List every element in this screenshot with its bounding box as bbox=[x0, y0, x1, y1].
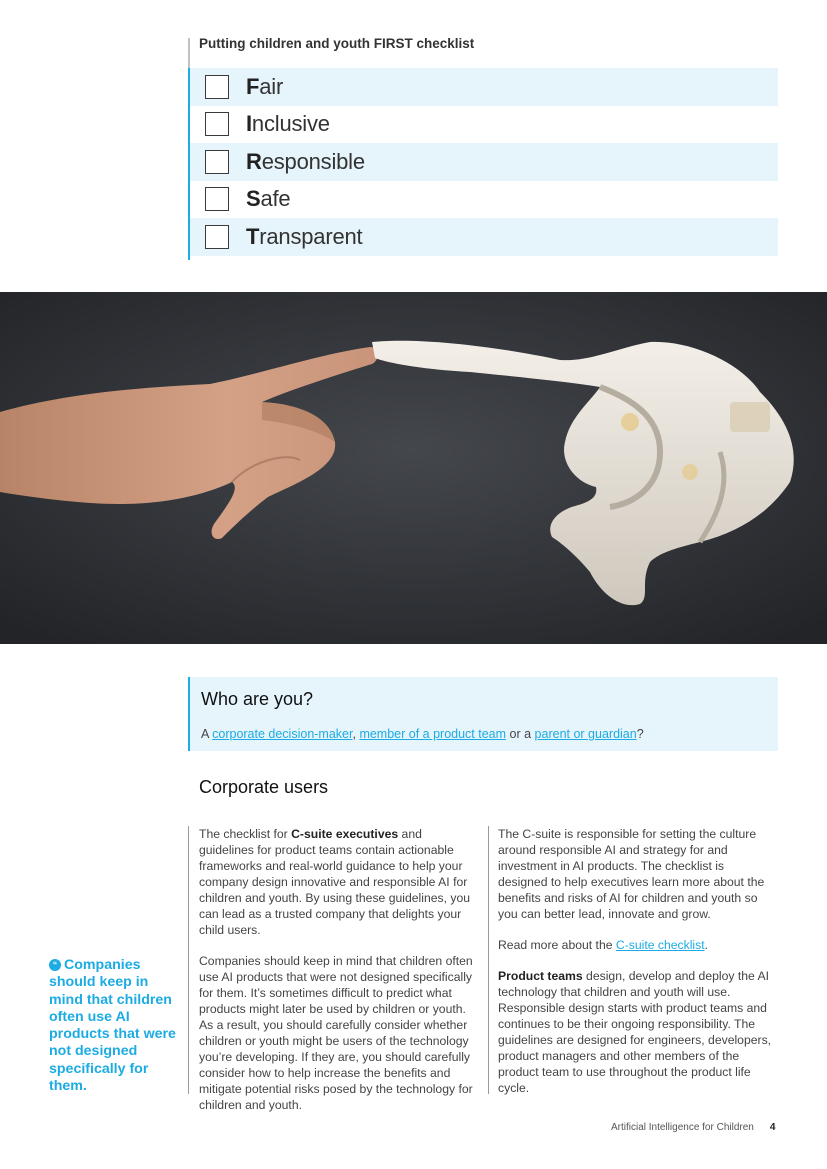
corporate-column-right bbox=[498, 826, 776, 1111]
checklist-item-label: Fair bbox=[246, 73, 284, 99]
checklist-item-label: Safe bbox=[246, 186, 291, 212]
checklist-item-fair bbox=[190, 68, 778, 106]
hands-illustration bbox=[0, 292, 827, 644]
corporate-paragraph: The C-suite is responsible for setting the culture around responsible AI and strategy for and investment in AI products. The checklist is designed to help executives learn more about the benefits and risks of AI for children and youth so you can better lead, innovate and grow. bbox=[498, 827, 765, 921]
checklist-item-responsible bbox=[190, 143, 778, 181]
checkbox[interactable] bbox=[205, 75, 229, 99]
parent-or-guardian-link[interactable]: parent or guardian bbox=[534, 727, 637, 741]
audience-links: A corporate decision-maker, member of a product team or a parent or guardian? bbox=[201, 727, 644, 741]
corporate-decision-maker-link[interactable]: corporate decision-maker bbox=[212, 727, 353, 741]
corporate-users-heading: Corporate users bbox=[199, 777, 329, 797]
checklist-item-label: Transparent bbox=[246, 223, 363, 249]
corporate-paragraph: The checklist for C-suite executives and guidelines for product teams contain actionable frameworks and real-world guidance to help your company design innovative and responsible AI for children and youth. By using these guidelines, you can lead as a trusted company that delights your child users. bbox=[199, 827, 471, 937]
pull-quote: “ Companies should keep in mind that children often use AI products that were not designed specifically for them. bbox=[49, 957, 176, 1095]
quote-icon: “ bbox=[49, 959, 61, 971]
checklist-item-label: Inclusive bbox=[246, 111, 330, 137]
who-are-you-heading: Who are you? bbox=[201, 689, 314, 709]
corporate-paragraph: Product teams design, develop and deploy the AI technology that children and youth will use. Responsible design starts with product teams and continues to be their ongoing responsibility. The guidelines are designed for engineers, developers, product managers and other members of the product team to use throughout the product life cycle. bbox=[498, 969, 772, 1095]
corporate-column-left bbox=[199, 826, 477, 1128]
checklist-item-transparent bbox=[190, 218, 778, 256]
checklist-title: Putting children and youth FIRST checklist bbox=[199, 36, 475, 51]
who-are-you-accent-rule bbox=[188, 677, 190, 751]
column-rule-left bbox=[188, 826, 189, 1094]
checkbox[interactable] bbox=[205, 187, 229, 211]
product-team-member-link[interactable]: member of a product team bbox=[359, 727, 507, 741]
c-suite-checklist-link[interactable]: C-suite checklist bbox=[615, 938, 705, 952]
checklist bbox=[190, 68, 778, 256]
checkbox[interactable] bbox=[205, 225, 229, 249]
corporate-paragraph: Read more about the C-suite checklist. bbox=[498, 938, 709, 952]
column-rule-right bbox=[488, 826, 489, 1094]
page-number: 4 bbox=[769, 1122, 776, 1133]
corporate-paragraph: Companies should keep in mind that children often use AI products that were not designed specifically for them. It’s sometimes difficult to predict what products might later be used by children or youth. As a result, you should carefully consider whether children or youth might be users of the technology you’re developing. If they are, you should carefully consider how to help increase the benefits and mitigate potential risks posed by the technology for children and youth. bbox=[199, 954, 473, 1112]
hero-photo-human-and-robot-hands bbox=[0, 292, 827, 644]
footer-title: Artificial Intelligence for Children bbox=[611, 1122, 754, 1133]
checklist-item-inclusive bbox=[190, 106, 778, 144]
checklist-item-safe bbox=[190, 181, 778, 219]
checklist-item-label: Responsible bbox=[246, 148, 365, 174]
checkbox[interactable] bbox=[205, 112, 229, 136]
checkbox[interactable] bbox=[205, 150, 229, 174]
page-footer bbox=[611, 1122, 775, 1133]
